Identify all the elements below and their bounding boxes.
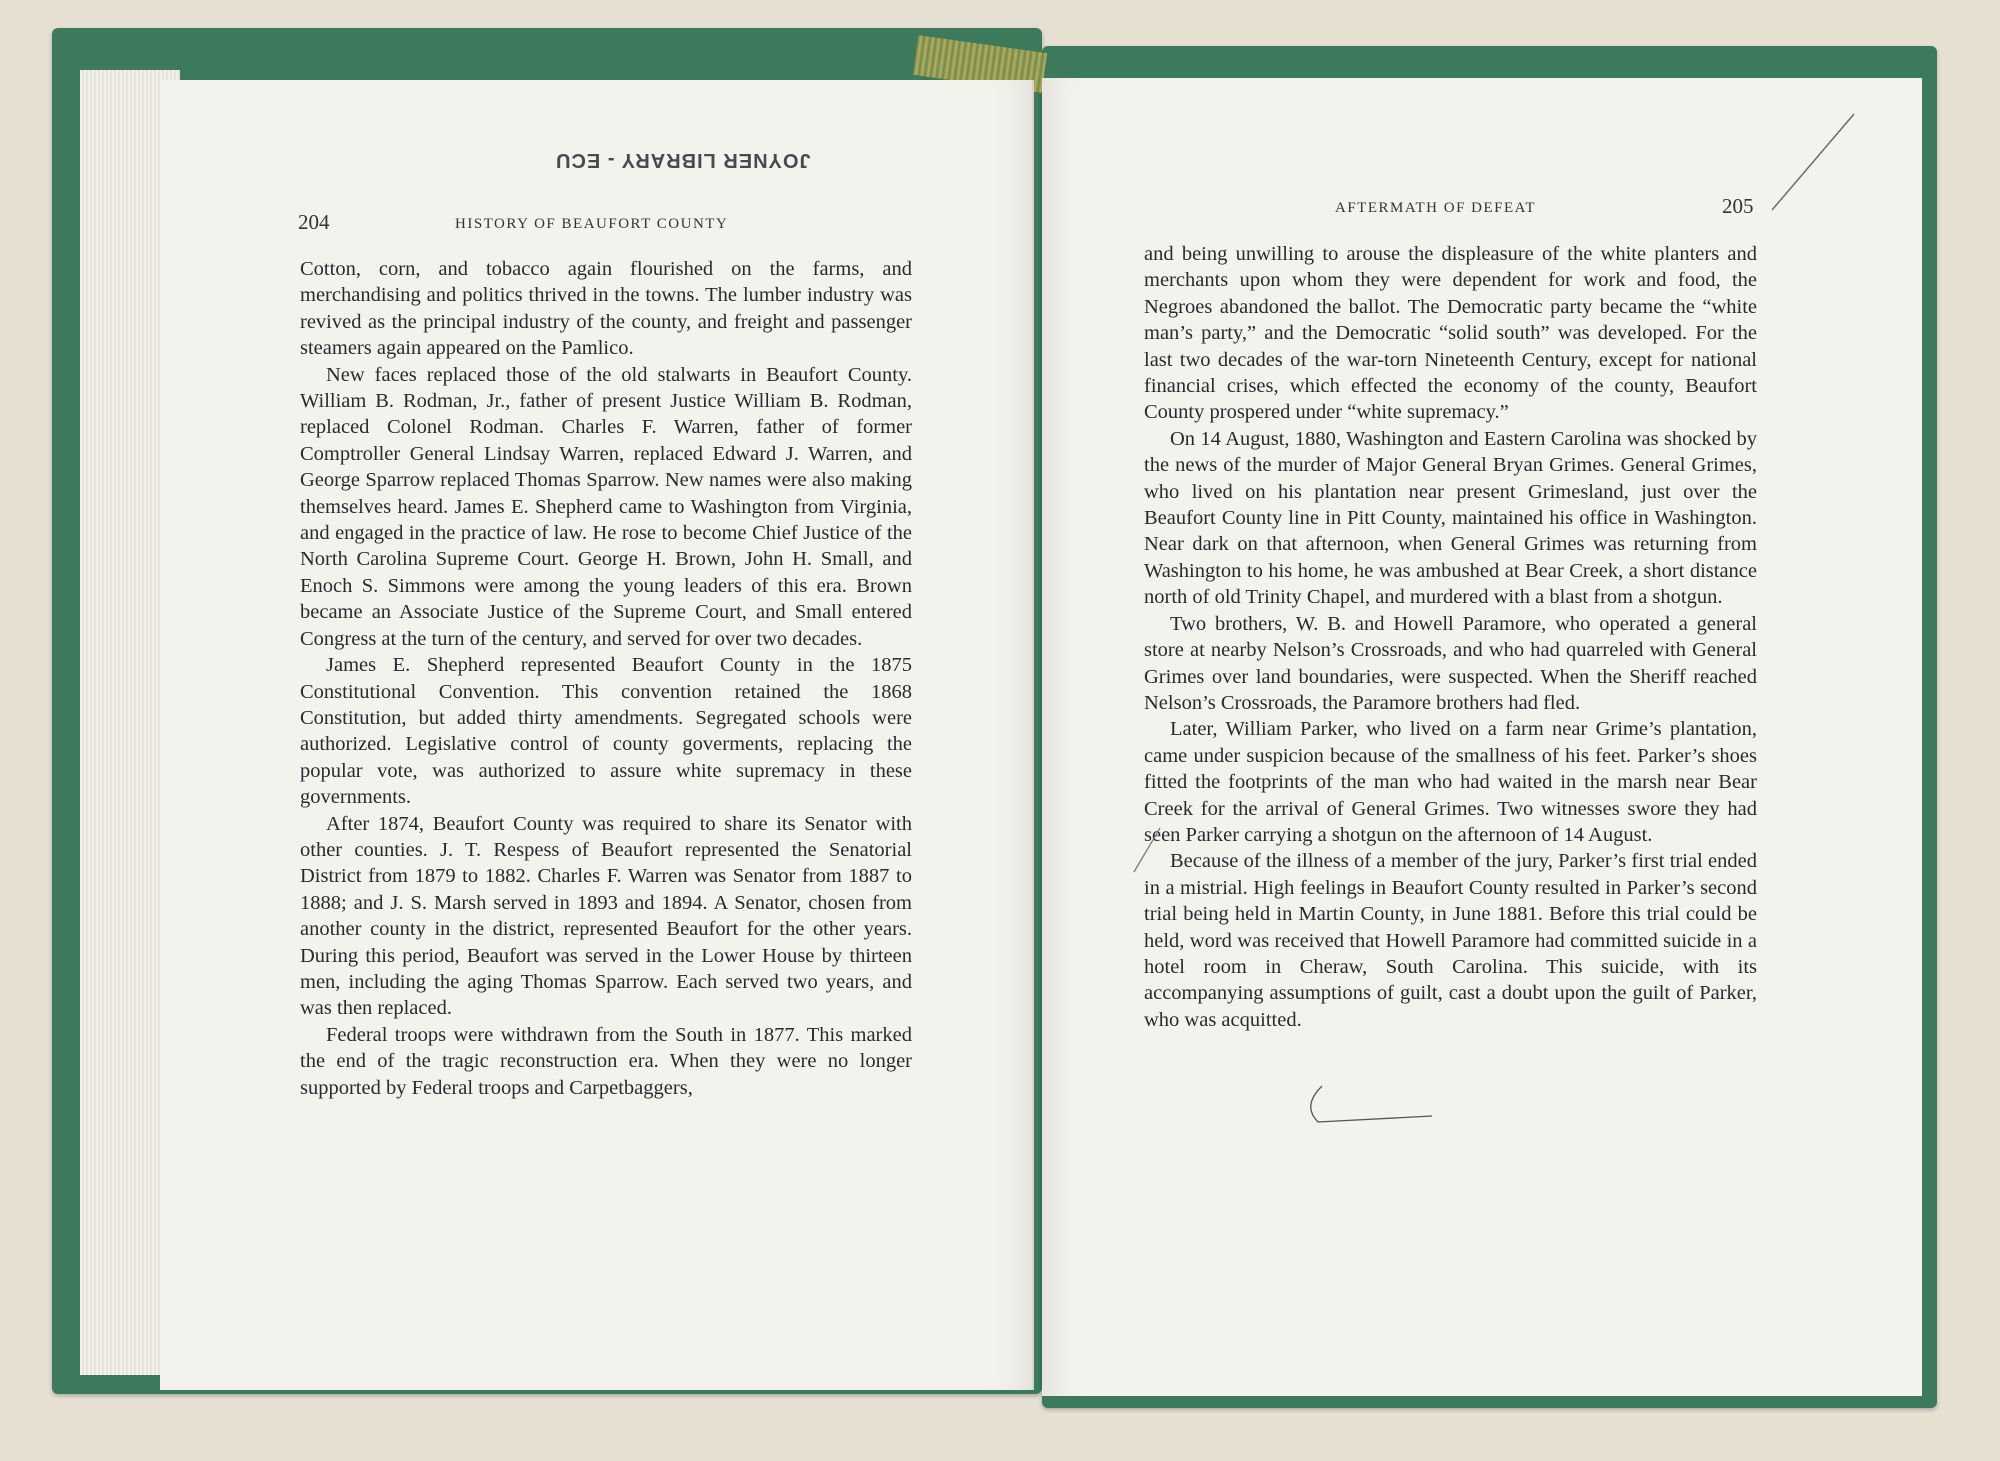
left-page [160, 80, 1034, 1390]
pencil-mark-top [1762, 108, 1862, 218]
paragraph: Cotton, corn, and tobacco again flourished on the farms, and merchandising and politics thrived in the towns. The lumber industry was revived as the principal industry of the county, and freight and passenger steamers again appeared on the Pamlico. [300, 258, 912, 360]
paragraph: and being unwilling to arouse the displeasure of the white planters and merchants upon whom they were dependent for work and food, the Negroes abandoned the ballot. The Democratic party became the “white man’s party,” and the Democratic “solid south” was developed. For the last two decades of the war-torn Nineteenth Century, except for national financial crises, which effected the economy of the county, Beaufort County prospered under “white supremacy.” [1144, 243, 1757, 424]
left-running-head: HISTORY OF BEAUFORT COUNTY [455, 216, 729, 232]
paragraph: James E. Shepherd represented Beaufort County in the 1875 Constitutional Convention. This convention retained the 1868 Constitution, but added thirty amendments. Segregated schools were authorized. Legislative control of county goverments, replacing the popular vote, was authorized to assure white supremacy in these governments. [300, 654, 912, 809]
paragraph: After 1874, Beaufort County was required to share its Senator with other counties. J. T. Respess of Beaufort represented the Senatorial District from 1879 to 1882. Charles F. Warren was Senator from 1887 to 1888; and J. S. Marsh served in 1893 and 1894. A Senator, chosen from another county in the district, represented Beaufort for the other years. During this period, Beaufort was served in the Lower House by thirteen men, including the aging Thomas Sparrow. Each served two years, and was then replaced. [300, 812, 912, 1020]
library-stamp: JOYNER LIBRARY - ECU [555, 149, 811, 171]
paragraph: Two brothers, W. B. and Howell Paramore, who operated a general store at nearby Nelson’s Crossroads, and who had quarreled with General Grimes over land boundaries, were suspected. When the Sheriff reached Nelson’s Crossroads, the Paramore brothers had fled. [1144, 612, 1757, 714]
pencil-underline-mark [1282, 1080, 1442, 1140]
right-page-number: 205 [1722, 194, 1754, 218]
paragraph: Because of the illness of a member of the jury, Parker’s first trial ended in a mistrial. High feelings in Beaufort County resulted in Parker’s second trial being held in Martin County, in June 1881. Before this trial could be held, word was received that Howell Paramore had committed suicide in a hotel room in Cheraw, South Carolina. This suicide, with its accompanying assumptions of guilt, cast a doubt upon the guilt of Parker, who was acquitted. [1144, 850, 1757, 1031]
left-page-body [300, 256, 912, 1101]
right-running-head: AFTERMATH OF DEFEAT [1335, 200, 1537, 216]
left-page-number: 204 [298, 210, 330, 234]
right-page-body [1144, 241, 1757, 1033]
pencil-mark-margin [1130, 820, 1170, 880]
paragraph: Later, William Parker, who lived on a farm near Grime’s plantation, came under suspicion because of the smallness of his feet. Parker’s shoes fitted the footprints of the man who had waited in the marsh near Bear Creek for the arrival of General Grimes. Two witnesses swore they had seen Parker carrying a shotgun on the afternoon of 14 August. [1144, 718, 1757, 846]
paragraph: Federal troops were withdrawn from the South in 1877. This marked the end of the tragic reconstruction era. When they were no longer supported by Federal troops and Carpetbaggers, [300, 1023, 912, 1099]
paragraph: New faces replaced those of the old stalwarts in Beaufort County. William B. Rodman, Jr., father of present Justice William B. Rodman, replaced Colonel Rodman. Charles F. Warren, father of former Comptroller General Lindsay Warren, replaced Edward J. Warren, and George Sparrow replaced Thomas Sparrow. New names were also making themselves heard. James E. Shepherd came to Washington from Virginia, and engaged in the practice of law. He rose to become Chief Justice of the North Carolina Supreme Court. George H. Brown, John H. Small, and Enoch S. Simmons were among the young leaders of this era. Brown became an Associate Justice of the Supreme Court, and Small entered Congress at the turn of the century, and served for over two decades. [300, 363, 912, 650]
paragraph: On 14 August, 1880, Washington and Eastern Carolina was shocked by the news of the murder of Major General Bryan Grimes. General Grimes, who lived on his plantation near present Grimesland, just over the Beaufort County line in Pitt County, maintained his office in Washington. Near dark on that afternoon, when General Grimes was returning from Washington to his home, he was ambushed at Bear Creek, a short distance north of old Trinity Chapel, and murdered with a blast from a shotgun. [1144, 427, 1757, 609]
right-page [1042, 78, 1922, 1396]
